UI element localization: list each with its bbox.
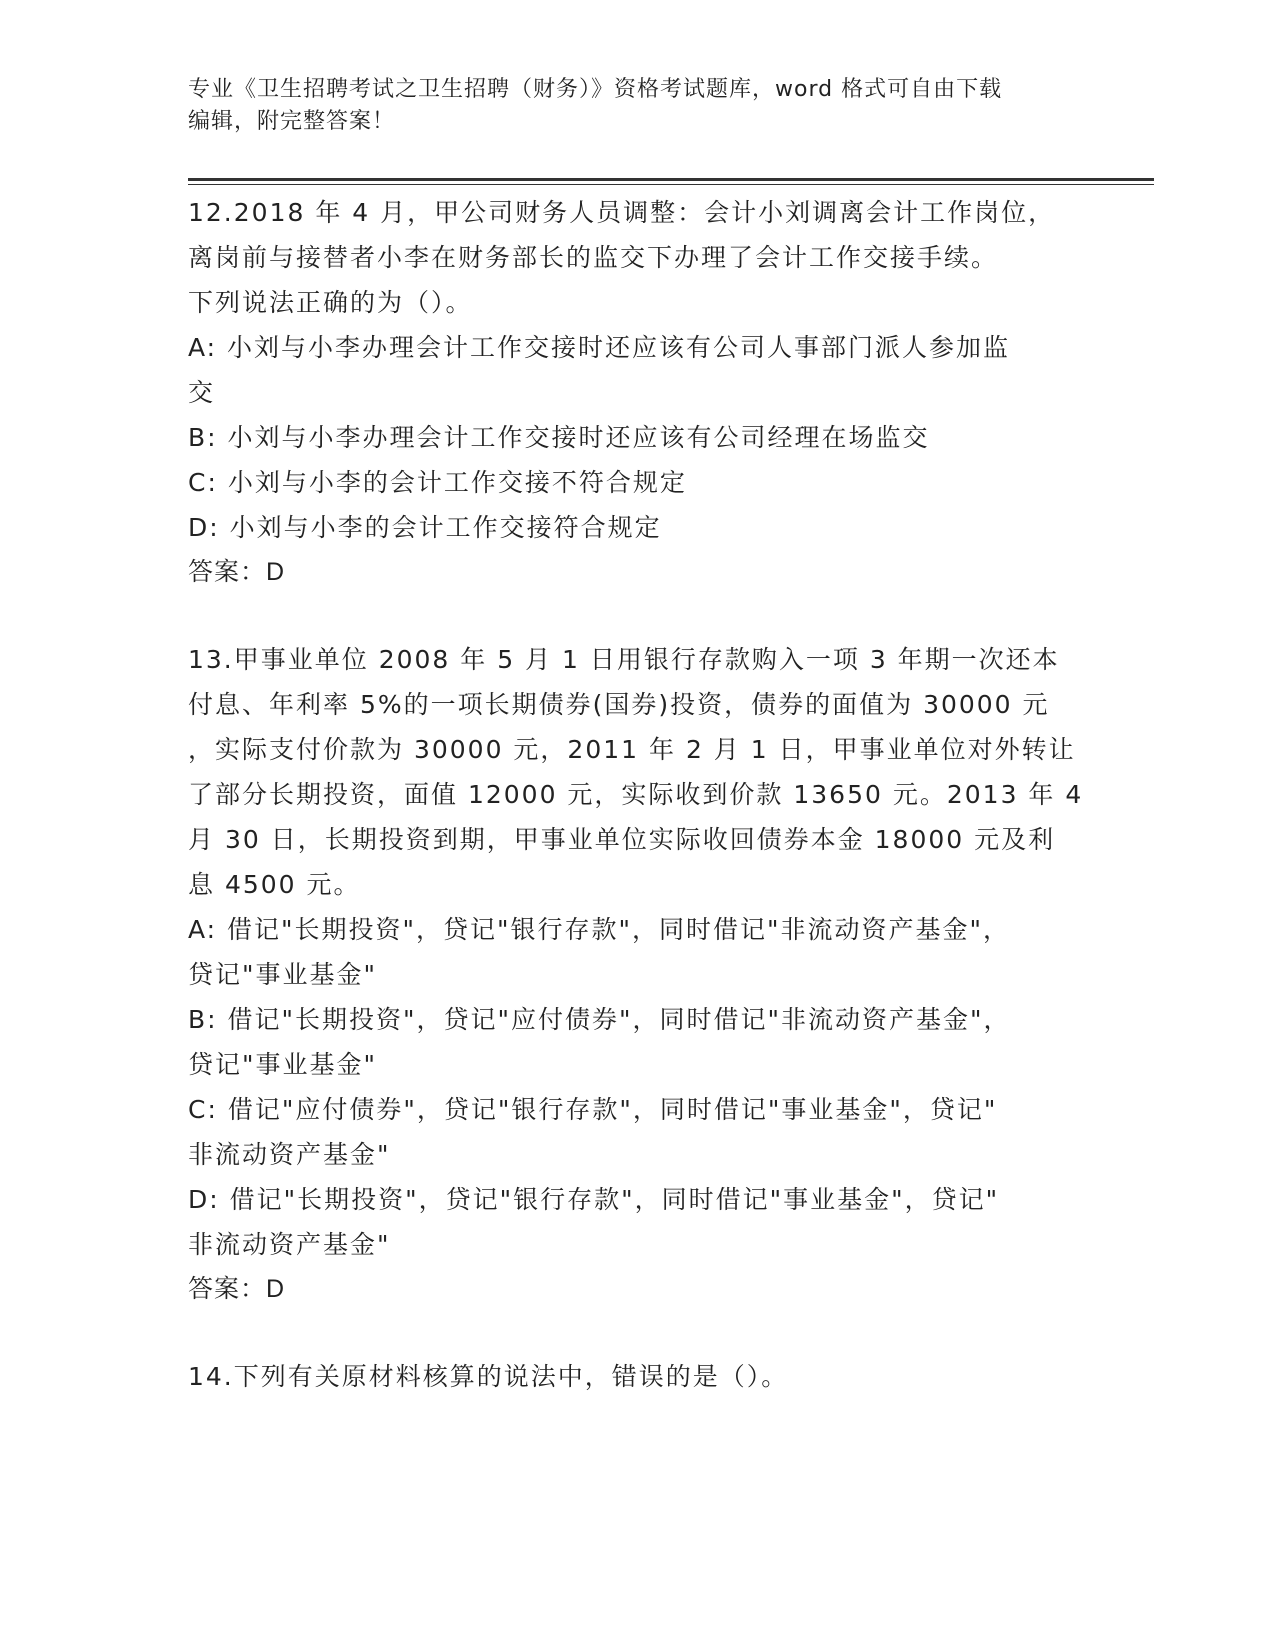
question-13-stem-line-3: ，实际支付价款为 30000 元，2011 年 2 月 1 日，甲事业单位对外转让 — [188, 735, 1076, 764]
question-14-stem: 14.下列有关原材料核算的说法中，错误的是（）。 — [188, 1362, 789, 1391]
document-body — [188, 190, 1088, 1399]
header-line-1: 专业《卫生招聘考试之卫生招聘（财务）》资格考试题库，word 格式可自由下载 — [188, 77, 1003, 102]
question-13-option-d-line-2: 非流动资产基金" — [188, 1230, 391, 1259]
question-13-stem-line-5: 月 30 日，长期投资到期，甲事业单位实际收回债券本金 18000 元及利 — [188, 825, 1056, 854]
header-line-2: 编辑，附完整答案！ — [188, 109, 396, 134]
question-12-stem-line-2: 离岗前与接替者小李在财务部长的监交下办理了会计工作交接手续。 — [188, 243, 999, 272]
header-divider-thin — [188, 184, 1154, 185]
question-13-option-a-line-2: 贷记"事业基金" — [188, 960, 377, 989]
question-13-stem-line-6: 息 4500 元。 — [188, 870, 361, 899]
question-12-stem-line-3: 下列说法正确的为（）。 — [188, 288, 473, 317]
question-13-option-a-line-1: A: 借记"长期投资"，贷记"银行存款"，同时借记"非流动资产基金"， — [188, 915, 1011, 944]
question-12-option-a-line-1: A: 小刘与小李办理会计工作交接时还应该有公司人事部门派人参加监 — [188, 333, 1011, 362]
spacer — [188, 595, 1088, 637]
question-12 — [188, 190, 1088, 595]
question-13-answer: 答案：D — [188, 1275, 286, 1303]
question-12-option-c: C: 小刘与小李的会计工作交接不符合规定 — [188, 468, 687, 497]
question-13-option-c-line-1: C: 借记"应付债券"，贷记"银行存款"，同时借记"事业基金"，贷记" — [188, 1095, 998, 1124]
header-divider-thick — [188, 178, 1154, 181]
question-12-option-a-line-2: 交 — [188, 378, 216, 407]
question-13-stem-line-1: 13.甲事业单位 2008 年 5 月 1 日用银行存款购入一项 3 年期一次还本 — [188, 645, 1060, 674]
question-12-answer: 答案：D — [188, 558, 286, 586]
question-12-option-b: B: 小刘与小李办理会计工作交接时还应该有公司经理在场监交 — [188, 423, 930, 452]
question-13-stem-line-4: 了部分长期投资，面值 12000 元，实际收到价款 13650 元。2013 年 4 — [188, 780, 1084, 809]
question-13-option-c-line-2: 非流动资产基金" — [188, 1140, 391, 1169]
question-14 — [188, 1354, 1088, 1399]
question-12-stem-line-1: 12.2018 年 4 月，甲公司财务人员调整：会计小刘调离会计工作岗位， — [188, 198, 1056, 227]
question-13 — [188, 637, 1088, 1312]
document-header — [188, 74, 1088, 138]
spacer — [188, 1312, 1088, 1354]
question-13-option-d-line-1: D: 借记"长期投资"，贷记"银行存款"，同时借记"事业基金"，贷记" — [188, 1185, 1000, 1214]
question-13-option-b-line-2: 贷记"事业基金" — [188, 1050, 377, 1079]
question-12-option-d: D: 小刘与小李的会计工作交接符合规定 — [188, 513, 662, 542]
question-13-option-b-line-1: B: 借记"长期投资"，贷记"应付债券"，同时借记"非流动资产基金"， — [188, 1005, 1011, 1034]
question-13-stem-line-2: 付息、年利率 5%的一项长期债券(国券)投资，债券的面值为 30000 元 — [188, 690, 1050, 719]
